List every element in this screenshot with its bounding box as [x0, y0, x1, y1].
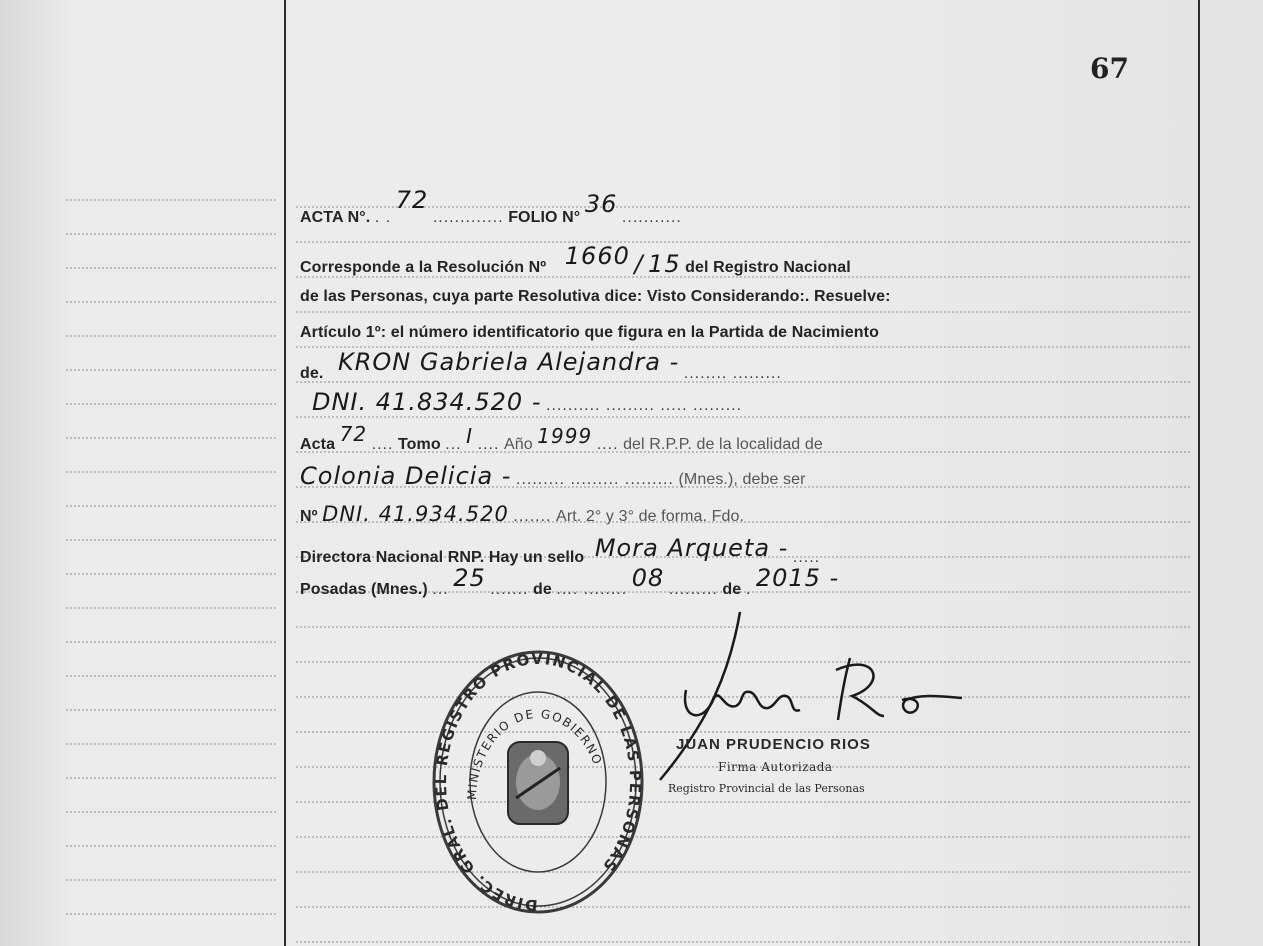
fecha-day: 25 [453, 564, 486, 592]
acta-line-value: 72 [339, 422, 368, 446]
localidad-row: Colonia Delicia - ......... ......... ......... (Mnes.), debe ser [300, 462, 806, 490]
nombre-row: de. KRON Gabriela Alejandra - ........ ......... [300, 348, 782, 382]
resolucion-separator: / [634, 250, 644, 278]
dni-value: DNI. 41.834.520 - [312, 388, 542, 416]
resolucion-row [300, 242, 851, 278]
folio-label: FOLIO N° [508, 209, 581, 226]
tomo-label: Tomo [397, 436, 441, 453]
fecha-de-2: de [722, 581, 742, 598]
numero-suffix: Art. 2° y 3° de forma. Fdo. [556, 508, 745, 525]
svg-text:DIREC. GRAL. DEL REGISTRO PROV: DIREC. GRAL. DEL REGISTRO PROVINCIAL DE LAS PERSONAS [431, 650, 645, 915]
fecha-de-1: de [532, 581, 552, 598]
acta-line-suffix: del R.P.P. de la localidad de [623, 436, 823, 453]
fecha-prefix: Posadas (Mnes.) [300, 581, 428, 598]
acta-row: ACTA N°. . . 72 ............. FOLIO N° 36 ........... [300, 186, 682, 226]
resolucion-suffix: del Registro Nacional [685, 259, 851, 276]
numero-prefix: Nº [300, 508, 318, 525]
official-seal [428, 650, 648, 930]
svg-text:MINISTERIO DE GOBIERNO: MINISTERIO DE GOBIERNO [464, 706, 605, 801]
fecha-year: 2015 - [755, 564, 840, 592]
acta-number: 72 [395, 186, 429, 214]
resolutiva-line: de las Personas, cuya parte Resolutiva dice: Visto Considerando:. Resuelve: [300, 288, 891, 305]
localidad-value: Colonia Delicia - [300, 462, 512, 490]
signatory-name: JUAN PRUDENCIO RIOS [676, 736, 871, 753]
dni-row: DNI. 41.834.520 - .......... ......... ..... ......... [312, 388, 743, 416]
directora-row: Directora Nacional RNP. Hay un sello Mora Arqueta - ..... [300, 534, 821, 566]
tomo-value: I [466, 424, 474, 448]
numero-value: DNI. 41.934.520 [322, 502, 509, 526]
anio-label: Año [503, 436, 533, 453]
nombre-value: KRON Gabriela Alejandra - [337, 348, 680, 376]
articulo-line: Artículo 1º: el número identificatorio que figura en la Partida de Nacimiento [300, 324, 879, 341]
localidad-suffix: (Mnes.), debe ser [678, 471, 806, 488]
acta-tomo-row: Acta 72 .... Tomo ... I .... Año 1999 .... del R.P.P. de la localidad de [300, 422, 823, 453]
fecha-month: 08 [631, 564, 665, 592]
acta-line-label: Acta [300, 436, 336, 453]
folio-number: 36 [584, 190, 618, 218]
nombre-prefix: de. [300, 365, 324, 382]
signatory-title: Firma Autorizada [718, 760, 833, 774]
acta-label: ACTA N°. [300, 209, 371, 226]
margin-line-left [284, 0, 286, 946]
resolucion-prefix: Corresponde a la Resolución Nº [300, 259, 547, 276]
resolucion-number: 1660 [564, 242, 630, 270]
anio-value: 1999 [537, 424, 593, 448]
page-number: 67 [1090, 52, 1129, 85]
fecha-row: Posadas (Mnes.) ... 25 ....... de .... ........ 08 ......... de . 2015 - [300, 564, 840, 598]
directora-prefix: Directora Nacional RNP. Hay un sello [300, 549, 585, 566]
signatory-organization: Registro Provincial de las Personas [668, 782, 865, 795]
directora-value: Mora Arqueta - [594, 534, 789, 562]
margin-line-right [1198, 0, 1200, 946]
resolucion-year: 15 [648, 250, 681, 278]
numero-row: Nº DNI. 41.934.520 ....... Art. 2° y 3° de forma. Fdo. [300, 502, 745, 526]
